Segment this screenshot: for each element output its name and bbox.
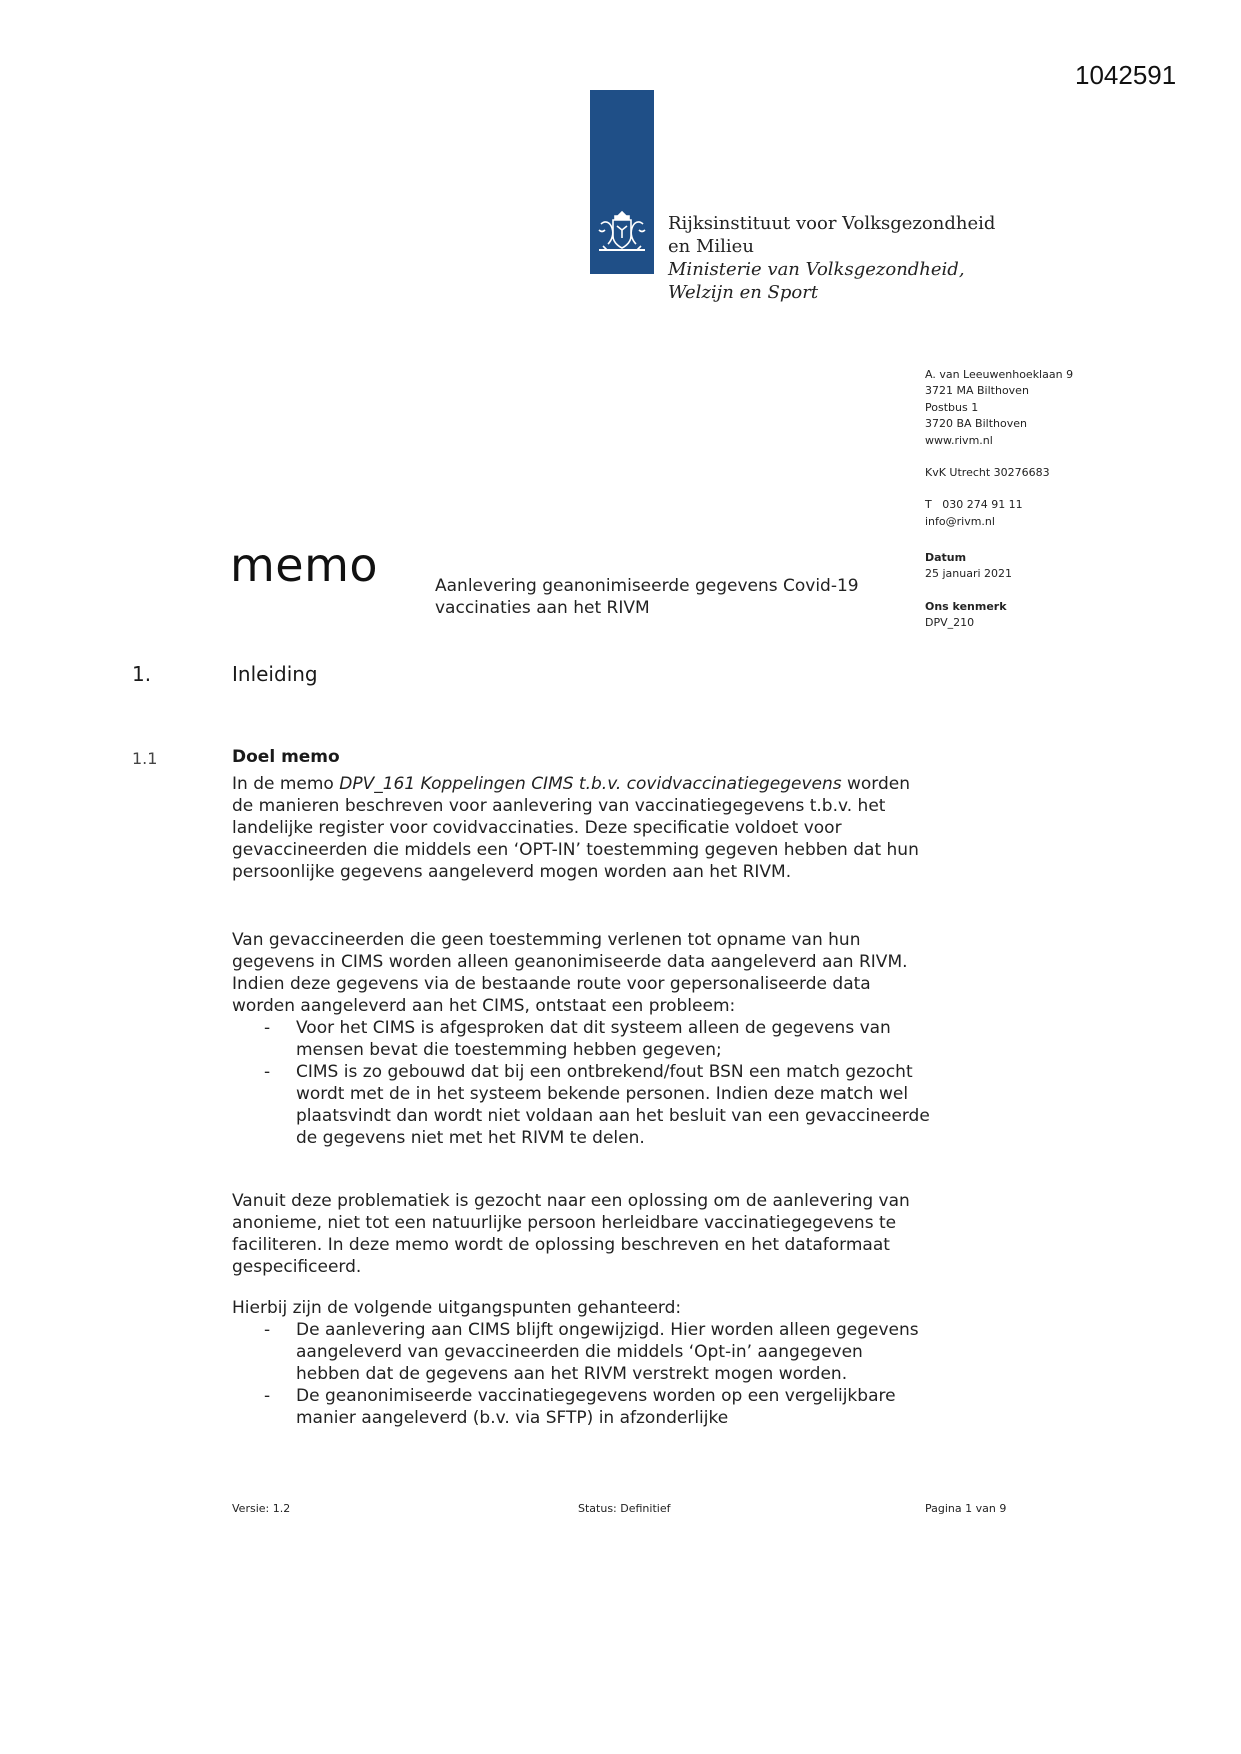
list-item: - CIMS is zo gebouwd dat bij een ontbrekend/fout BSN een match gezocht wordt met de in het systeem bekende personen. Indien deze match wel plaatsvindt dan wordt niet voldaan aan het besluit van een gevaccineerde de gegevens niet met het RIVM te delen. (264, 1062, 930, 1148)
bullet-dash: - (264, 1320, 271, 1340)
reference-value: DPV_210 (925, 616, 975, 629)
section-title: Inleiding (232, 662, 318, 686)
section-number: 1. (132, 662, 152, 686)
solution-text: Vanuit deze problematiek is gezocht naar een oplossing om de aanlevering van anonieme, niet tot een natuurlijke persoon herleidbare vaccinatiegegevens te faciliteren. In deze memo wordt de oplossing beschreven en het dataformaat gespecificeerd. (232, 1191, 910, 1277)
paragraph-problem (232, 929, 932, 1149)
ministry-line2: Welzijn en Sport (668, 282, 819, 303)
reference-block (925, 599, 1007, 631)
list-item: - De geanonimiseerde vaccinatiegegevens worden op een vergelijkbare manier aangeleverd (b.v. via SFTP) in afzonderlijke (264, 1386, 896, 1428)
paragraph-principles (232, 1297, 932, 1429)
address-phone: T 030 274 91 11 (925, 498, 1023, 512)
footer-page: Pagina 1 van 9 (925, 1502, 1007, 1515)
memo-heading: memo (230, 538, 379, 592)
date-block (925, 550, 1012, 582)
address-kvk: KvK Utrecht 30276683 (925, 466, 1050, 480)
principles-text: Hierbij zijn de volgende uitgangspunten gehanteerd: (232, 1298, 682, 1318)
organization-name (668, 212, 995, 304)
date-value: 25 januari 2021 (925, 567, 1013, 580)
list-item: - Voor het CIMS is afgesproken dat dit systeem alleen de gegevens van mensen bevat die toestemming hebben gegeven; (264, 1018, 891, 1060)
crest-icon (593, 206, 651, 258)
subsection-title: Doel memo (232, 747, 340, 767)
memo-subject (435, 575, 895, 619)
bullet-dash: - (264, 1062, 271, 1082)
intro-rest: worden de manieren beschreven voor aanlevering van vaccinatiegegevens t.b.v. het landelijke register voor covidvaccinaties. Deze specificatie voldoet voor gevaccineerden die middels een ‘OPT-IN’ toestemming gegeven hebben dat hun persoonlijke gegevens aangeleverd mogen worden aan het RIVM. (232, 774, 919, 882)
subject-line2: vaccinaties aan het RIVM (435, 598, 650, 618)
org-name-line2: en Milieu (668, 236, 754, 257)
paragraph-solution (232, 1190, 932, 1278)
address-email: info@rivm.nl (925, 514, 995, 528)
problem-text: Van gevaccineerden die geen toestemming verlenen tot opname van hun gegevens in CIMS worden alleen geanonimiseerde data aangeleverd aan RIVM. Indien deze gegevens via de bestaande route voor gepersonaliseerde data worden aangeleverd aan het CIMS, ontstaat een probleem: (232, 930, 908, 1016)
org-name-line1: Rijksinstituut voor Volksgezondheid (668, 213, 996, 234)
list-item: - De aanlevering aan CIMS blijft ongewijzigd. Hier worden alleen gegevens aangeleverd van gevaccineerden die middels ‘Opt-in’ aangegeven hebben dat de gegevens aan het RIVM verstrekt mogen worden. (264, 1320, 919, 1384)
address-city: 3721 MA Bilthoven (925, 384, 1029, 398)
address-postbus: Postbus 1 (925, 400, 979, 414)
intro-reference: DPV_161 Koppelingen CIMS t.b.v. covidvaccinatiegegevens (339, 774, 842, 794)
intro-prefix: In de memo (232, 774, 340, 794)
bullet-dash: - (264, 1386, 271, 1406)
ministry-line1: Ministerie van Volksgezondheid, (668, 259, 965, 280)
subsection-number: 1.1 (132, 749, 158, 768)
bullet-dash: - (264, 1018, 271, 1038)
paragraph-intro (232, 773, 932, 883)
address-block (925, 367, 1073, 530)
address-street: A. van Leeuwenhoeklaan 9 (925, 368, 1074, 381)
address-website: www.rivm.nl (925, 433, 993, 447)
footer-status: Status: Definitief (578, 1502, 671, 1515)
problem-list (232, 1017, 932, 1149)
document-number: 1042591 (1075, 60, 1177, 90)
principles-list (232, 1319, 932, 1429)
address-postbus-city: 3720 BA Bilthoven (925, 417, 1027, 431)
reference-label: Ons kenmerk (925, 600, 1007, 613)
date-label: Datum (925, 551, 967, 564)
subject-line1: Aanlevering geanonimiseerde gegevens Covid-19 (435, 576, 859, 596)
footer-version: Versie: 1.2 (232, 1502, 291, 1515)
